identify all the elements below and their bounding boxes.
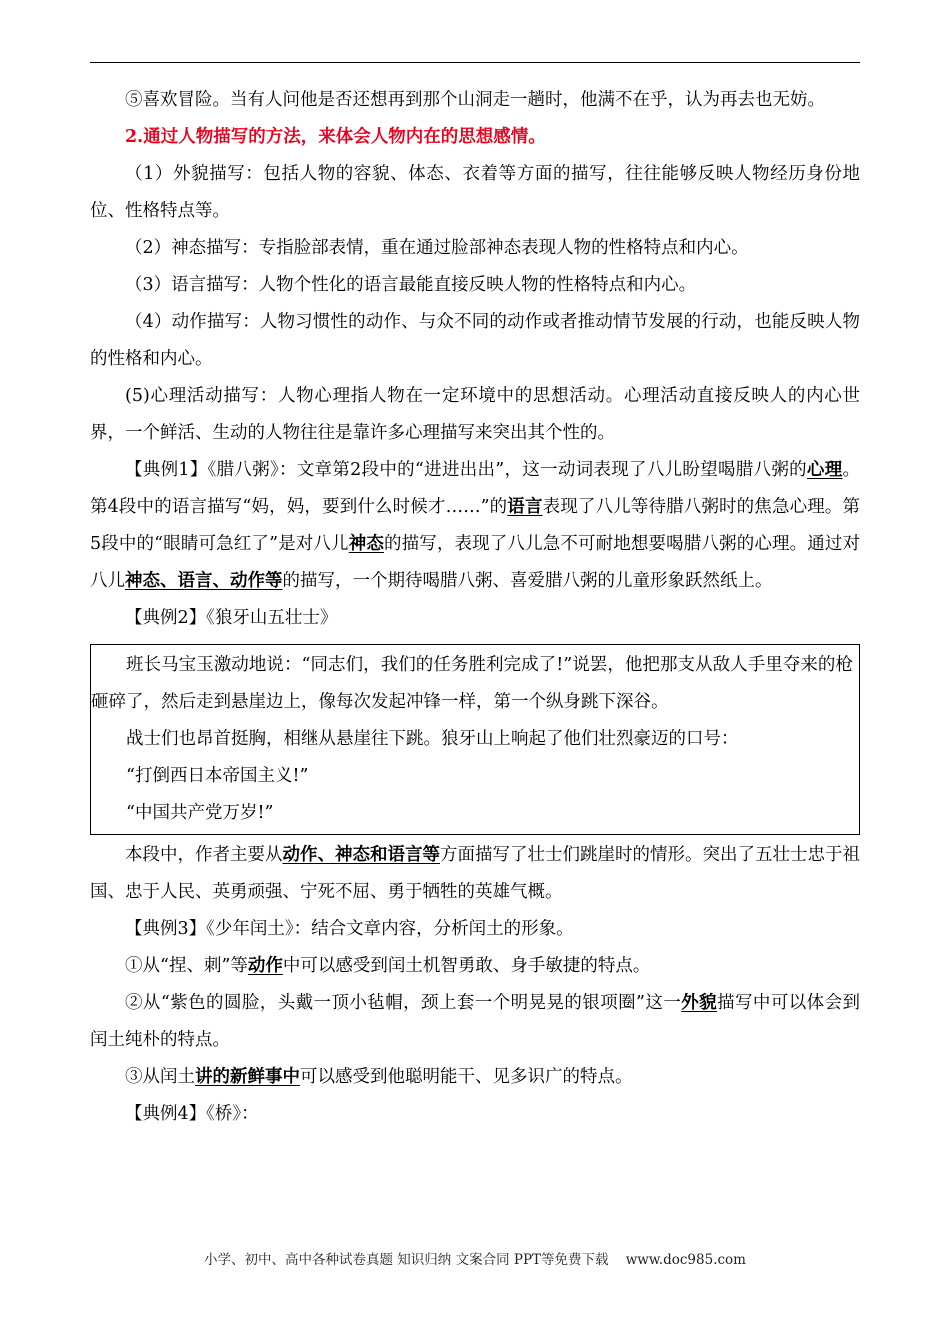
item-text: 描写中可以体会到闰土纯朴的特点。 (90, 993, 860, 1050)
item-text: ①从“捏、刺”等 (125, 956, 248, 976)
example-1-text: 表现了八儿等待腊八粥时的焦急心理。第5段中的“眼睛可急红了”是对八儿 (90, 497, 861, 554)
example-3-item-2 (90, 985, 860, 1059)
example-2-title: 【典例2】《狼牙山五壮士》 (125, 608, 338, 628)
appearance-description: （1）外貌描写：包括人物的容貌、体态、衣着等方面的描写，往往能够反映人物经历身份地位、性格特点等。 (90, 164, 860, 221)
example-1-paragraph (90, 452, 860, 600)
section-heading (90, 119, 860, 156)
example-1-text: 的描写，表现了八儿急不可耐地想要喝腊八粥的心理。通过对八儿 (90, 534, 861, 591)
item-text: ②从“紫色的圆脸，头戴一顶小毡帽，颈上套一个明晃晃的银项圈”这一 (125, 993, 682, 1013)
keyword-language: 语言 (507, 497, 543, 517)
example-3-item-3 (90, 1059, 860, 1096)
item-text: 可以感受到他聪明能干、见多识广的特点。 (300, 1067, 633, 1087)
list-item-5: ⑤喜欢冒险。当有人问他是否还想再到那个山洞走一趟时，他满不在乎，认为再去也无妨。 (125, 90, 825, 110)
quote-box (90, 644, 860, 835)
keyword-stories: 讲的新鲜事中 (195, 1067, 300, 1087)
keyword-methods: 神态、语言、动作等 (125, 571, 283, 591)
keyword-psychology: 心理 (806, 460, 843, 480)
keyword-methods: 动作、神态和语言等 (282, 845, 440, 865)
quote-slogan-1: “打倒西日本帝国主义!” (126, 766, 309, 786)
keyword-appearance: 外貌 (681, 993, 718, 1013)
example-2-analysis (90, 837, 860, 911)
section-heading-text: 2.通过人物描写的方法，来体会人物内在的思想感情。 (125, 127, 546, 147)
analysis-text: 本段中，作者主要从 (125, 845, 283, 865)
footer-text: 小学、初中、高中各种试卷真题 知识归纳 文案合同 PPT等免费下载 (204, 1252, 609, 1268)
example-3-title: 【典例3】《少年闰土》：结合文章内容，分析闰土的形象。 (125, 919, 574, 939)
analysis-text: 方面描写了壮士们跳崖时的情形。突出了五壮士忠于祖国、忠于人民、英勇顽强、宁死不屈、勇于牺牲的英雄气概。 (90, 845, 860, 902)
example-1-text: 。第4段中的语言描写“妈，妈，要到什么时候才……”的 (90, 460, 860, 517)
quote-paragraph-2: 战士们也昂首挺胸，相继从悬崖往下跳。狼牙山上响起了他们壮烈豪迈的口号： (126, 729, 739, 749)
example-1-text: 【典例1】《腊八粥》：文章第2段中的“进进出出”，这一动词表现了八儿盼望喝腊八粥的 (125, 460, 807, 480)
item-text: ③从闰土 (125, 1067, 195, 1087)
action-description: （4）动作描写：人物习惯性的动作、与众不同的动作或者推动情节发展的行动，也能反映人物的性格和内心。 (90, 312, 860, 369)
quote-slogan-2: “中国共产党万岁!” (126, 803, 274, 823)
example-1-text: 的描写，一个期待喝腊八粥、喜爱腊八粥的儿童形象跃然纸上。 (282, 571, 773, 591)
example-4-title: 【典例4】《桥》： (125, 1104, 259, 1124)
page-footer (0, 1248, 950, 1268)
language-description: （3）语言描写：人物个性化的语言最能直接反映人物的性格特点和内心。 (125, 275, 697, 295)
header-rule (90, 62, 860, 63)
example-3-item-1 (90, 948, 860, 985)
expression-description: （2）神态描写：专指脸部表情，重在通过脸部神态表现人物的性格特点和内心。 (125, 238, 749, 258)
quote-paragraph-1: 班长马宝玉激动地说：“同志们，我们的任务胜利完成了!”说罢，他把那支从敌人手里夺来的枪砸碎了，然后走到悬崖边上，像每次发起冲锋一样，第一个纵身跳下深谷。 (91, 655, 853, 712)
footer-url[interactable]: www.doc985.com (625, 1252, 746, 1268)
document-body (90, 82, 860, 1133)
keyword-action: 动作 (247, 956, 283, 976)
keyword-expression: 神态 (348, 534, 384, 554)
psychology-description: (5)心理活动描写：人物心理指人物在一定环境中的思想活动。心理活动直接反映人的内心世界，一个鲜活、生动的人物往往是靠许多心理描写来突出其个性的。 (90, 386, 860, 443)
item-text: 中可以感受到闰土机智勇敢、身手敏捷的特点。 (282, 956, 651, 976)
